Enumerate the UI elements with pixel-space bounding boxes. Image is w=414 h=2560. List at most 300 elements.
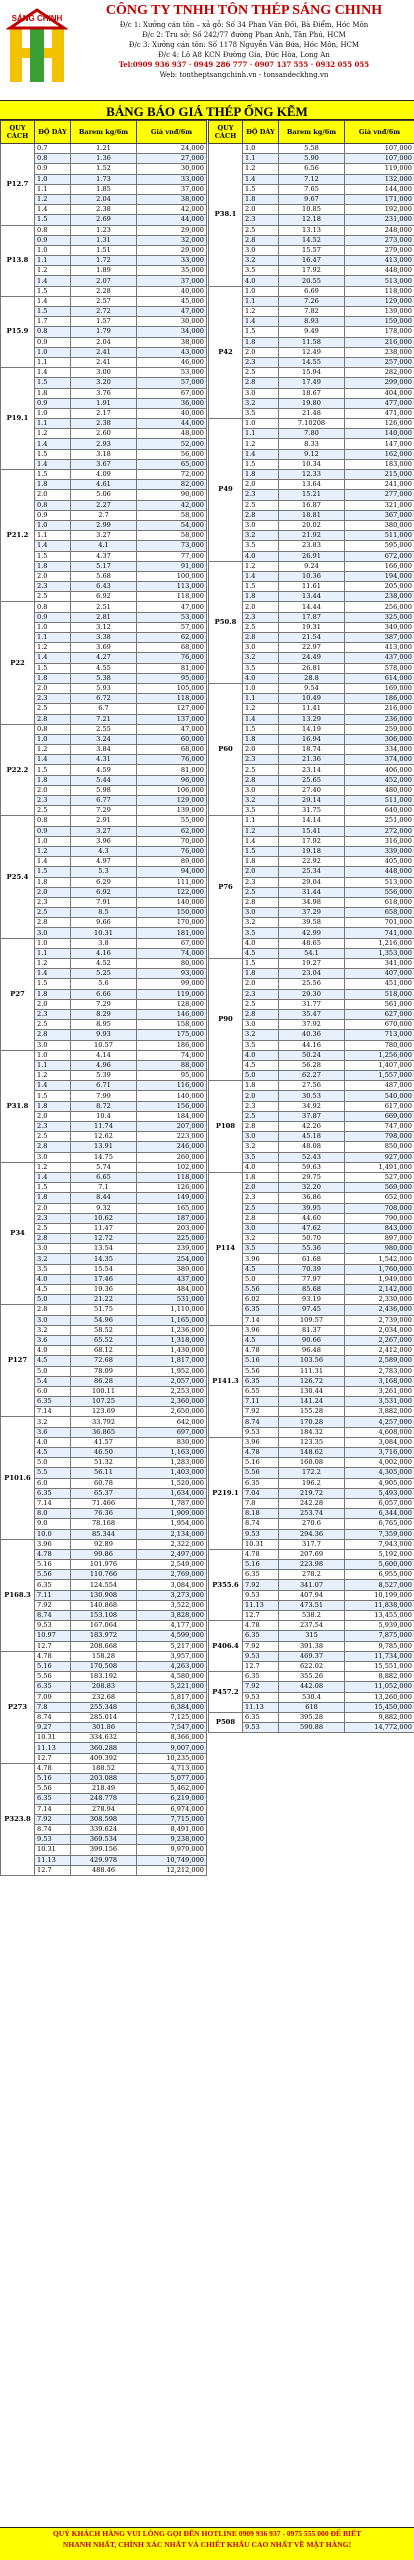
price-cell: 215,000 <box>345 470 414 480</box>
price-cell: 2,739,000 <box>345 1315 414 1325</box>
weight-cell: 45.18 <box>279 1132 345 1142</box>
thickness-cell: 10.97 <box>35 1631 71 1641</box>
thickness-cell: 1.2 <box>35 643 71 653</box>
weight-cell: 1.57 <box>71 317 137 327</box>
thickness-cell: 5.0 <box>35 1295 71 1305</box>
table-row <box>1 724 207 734</box>
price-cell: 2,783,000 <box>345 1366 414 1376</box>
weight-cell: 21.92 <box>279 531 345 541</box>
spec-cell: P60 <box>209 683 243 815</box>
weight-cell: 2.7 <box>71 510 137 520</box>
weight-cell: 65.52 <box>71 1335 137 1345</box>
price-cell: 24,000 <box>137 144 207 154</box>
thickness-cell: 1.0 <box>35 520 71 530</box>
table-row <box>1 368 207 378</box>
spec-cell: P19.1 <box>1 368 35 470</box>
weight-cell: 1.31 <box>71 235 137 245</box>
price-cell: 127,000 <box>137 704 207 714</box>
price-cell: 47,000 <box>137 307 207 317</box>
thickness-cell: 4.5 <box>35 1448 71 1458</box>
weight-cell: 19.31 <box>279 622 345 632</box>
thickness-cell: 1.5 <box>35 449 71 459</box>
price-cell: 47,000 <box>137 724 207 734</box>
weight-cell: 18.67 <box>279 388 345 398</box>
thickness-cell: 1.5 <box>35 551 71 561</box>
thickness-cell: 5.0 <box>243 1274 279 1284</box>
price-cell: 10,199,000 <box>345 1590 414 1600</box>
thickness-cell: 6.35 <box>35 1794 71 1804</box>
weight-cell: 23.14 <box>279 765 345 775</box>
weight-cell: 61.68 <box>279 1254 345 1264</box>
spec-cell: P355.6 <box>209 1549 243 1620</box>
weight-cell: 167.064 <box>71 1621 137 1631</box>
price-cell: 216,000 <box>345 704 414 714</box>
price-cell: 118,000 <box>137 1172 207 1182</box>
price-cell: 231,000 <box>345 215 414 225</box>
thickness-cell: 1.2 <box>35 194 71 204</box>
website: Web: tontheptsangchinh.vn - tonsandeckhng.vn <box>159 71 329 79</box>
price-cell: 36,000 <box>137 398 207 408</box>
price-cell: 1,520,000 <box>137 1478 207 1488</box>
weight-cell: 2.41 <box>71 357 137 367</box>
thickness-cell: 5.0 <box>243 1071 279 1081</box>
weight-cell: 29.14 <box>279 796 345 806</box>
weight-cell: 100.11 <box>71 1386 137 1396</box>
thickness-cell: 6.35 <box>243 1570 279 1580</box>
weight-cell: 10.4 <box>71 1111 137 1121</box>
thickness-cell: 2.0 <box>35 1203 71 1213</box>
weight-cell: 538.2 <box>279 1611 345 1621</box>
weight-cell: 23.04 <box>279 969 345 979</box>
weight-cell: 218.49 <box>71 1784 137 1794</box>
thickness-cell: 1.2 <box>243 704 279 714</box>
price-cell: 251,000 <box>345 816 414 826</box>
price-cell: 527,000 <box>345 1172 414 1182</box>
weight-cell: 407.94 <box>279 1590 345 1600</box>
thickness-cell: 1.8 <box>35 480 71 490</box>
price-cell: 150,000 <box>137 908 207 918</box>
thickness-cell: 1.4 <box>243 174 279 184</box>
thickness-cell: 1.5 <box>243 959 279 969</box>
weight-cell: 2.57 <box>71 296 137 306</box>
thickness-cell: 5.16 <box>243 1458 279 1468</box>
weight-cell: 22.97 <box>279 643 345 653</box>
price-cell: 3,957,000 <box>137 1651 207 1661</box>
thickness-cell: 7.8 <box>243 1498 279 1508</box>
company-name: CÔNG TY TNHH TÔN THÉP SÁNG CHINH <box>105 3 383 18</box>
thickness-cell: 4.78 <box>243 1448 279 1458</box>
price-cell: 2,134,000 <box>137 1529 207 1539</box>
price-cell: 6,974,000 <box>137 1804 207 1814</box>
thickness-cell: 1.7 <box>35 317 71 327</box>
thickness-cell: 0.8 <box>35 154 71 164</box>
thickness-cell: 1.2 <box>35 266 71 276</box>
thickness-cell: 7.11 <box>35 1590 71 1600</box>
thickness-cell: 2.0 <box>243 1183 279 1193</box>
weight-cell: 184.32 <box>279 1427 345 1437</box>
weight-cell: 442.08 <box>279 1682 345 1692</box>
thickness-cell: 1.0 <box>35 245 71 255</box>
weight-cell: 54.1 <box>279 948 345 958</box>
price-cell: 1,949,000 <box>345 1274 414 1284</box>
weight-cell: 391.38 <box>279 1641 345 1651</box>
weight-cell: 3.8 <box>71 938 137 948</box>
thickness-cell: 2.0 <box>243 480 279 490</box>
price-cell: 181,000 <box>137 928 207 938</box>
weight-cell: 33.792 <box>71 1417 137 1427</box>
thickness-cell: 3.0 <box>243 388 279 398</box>
price-cell: 2,497,000 <box>137 1549 207 1559</box>
thickness-cell: 3.2 <box>35 1254 71 1264</box>
weight-cell: 172.2 <box>279 1468 345 1478</box>
price-cell: 7,875,000 <box>345 1631 414 1641</box>
address-2: Đ/c 2: Tru sở: Số 242/77 đường Phan Anh, Tân Phú, HCM <box>142 31 346 39</box>
thickness-cell: 1.4 <box>35 969 71 979</box>
price-cell: 10,235,000 <box>137 1753 207 1763</box>
weight-cell: 7.12 <box>279 174 345 184</box>
weight-cell: 15.94 <box>279 368 345 378</box>
price-cell: 80,000 <box>137 959 207 969</box>
thickness-cell: 1.2 <box>243 164 279 174</box>
thickness-cell: 2.0 <box>35 490 71 500</box>
price-cell: 5,817,000 <box>137 1692 207 1702</box>
weight-cell: 27.40 <box>279 785 345 795</box>
weight-cell: 21.36 <box>279 755 345 765</box>
price-cell: 316,000 <box>345 836 414 846</box>
thickness-cell: 6.35 <box>243 1376 279 1386</box>
spec-cell: P42 <box>209 286 243 418</box>
spec-cell: P141.3 <box>209 1325 243 1437</box>
price-cell: 105,000 <box>137 683 207 693</box>
weight-cell: 7.29 <box>71 999 137 1009</box>
price-cell: 6,384,000 <box>137 1702 207 1712</box>
thickness-cell: 1.4 <box>35 205 71 215</box>
thickness-cell: 3.6 <box>35 1427 71 1437</box>
thickness-cell: 2.0 <box>243 347 279 357</box>
weight-cell: 4.96 <box>71 1060 137 1070</box>
spec-cell: P31.8 <box>1 1050 35 1162</box>
thickness-cell: 1.8 <box>243 857 279 867</box>
thickness-cell: 1.4 <box>35 296 71 306</box>
price-cell: 3,882,000 <box>345 1407 414 1417</box>
weight-cell: 34.98 <box>279 897 345 907</box>
price-cell: 843,000 <box>345 1223 414 1233</box>
weight-cell: 2.38 <box>71 419 137 429</box>
price-cell: 67,000 <box>137 388 207 398</box>
price-cell: 9,785,000 <box>345 1641 414 1651</box>
thickness-cell: 6.0 <box>35 1386 71 1396</box>
table-row <box>209 1621 414 1631</box>
weight-cell: 488.46 <box>71 1865 137 1875</box>
thickness-cell: 1.8 <box>35 1101 71 1111</box>
thickness-cell: 2.8 <box>35 714 71 724</box>
price-cell: 471,000 <box>345 408 414 418</box>
thickness-cell: 2.8 <box>35 918 71 928</box>
weight-cell: 5.74 <box>71 1162 137 1172</box>
thickness-cell: 3.2 <box>243 531 279 541</box>
weight-cell: 2.99 <box>71 520 137 530</box>
weight-cell: 2.60 <box>71 429 137 439</box>
price-cell: 175,000 <box>137 1030 207 1040</box>
title-banner <box>0 100 414 120</box>
weight-cell: 126.72 <box>279 1376 345 1386</box>
price-cell: 33,000 <box>137 256 207 266</box>
thickness-cell: 2.3 <box>243 1193 279 1203</box>
thickness-cell: 7.8 <box>35 1702 71 1712</box>
weight-cell: 2.07 <box>71 276 137 286</box>
price-cell: 248,000 <box>345 225 414 235</box>
company-logo <box>6 4 68 88</box>
weight-cell: 2.41 <box>71 347 137 357</box>
price-cell: 4,177,000 <box>137 1621 207 1631</box>
thickness-cell: 5.16 <box>243 1356 279 1366</box>
thickness-cell: 3.2 <box>243 256 279 266</box>
thickness-cell: 1.1 <box>35 531 71 541</box>
price-cell: 239,000 <box>137 1244 207 1254</box>
thickness-cell: 2.8 <box>35 1142 71 1152</box>
weight-cell: 270.6 <box>279 1519 345 1529</box>
thickness-cell: 5.16 <box>243 1560 279 1570</box>
price-cell: 672,000 <box>345 551 414 561</box>
weight-cell: 10.31 <box>71 928 137 938</box>
price-cell: 27,000 <box>137 154 207 164</box>
thickness-cell: 3.2 <box>243 796 279 806</box>
thickness-cell: 1.1 <box>243 154 279 164</box>
price-cell: 5,217,000 <box>137 1641 207 1651</box>
price-cell: 156,000 <box>137 1101 207 1111</box>
weight-cell: 29.30 <box>279 989 345 999</box>
thickness-cell: 4.78 <box>243 1346 279 1356</box>
price-cell: 53,000 <box>137 368 207 378</box>
table-row <box>209 683 414 693</box>
thickness-cell: 2.8 <box>35 1305 71 1315</box>
weight-cell: 6.77 <box>71 796 137 806</box>
thickness-cell: 1.5 <box>243 846 279 856</box>
price-cell: 1,110,000 <box>137 1305 207 1315</box>
svg-text:SÁNG CHINH: SÁNG CHINH <box>11 14 63 23</box>
weight-cell: 10.36 <box>279 571 345 581</box>
thickness-cell: 5.16 <box>35 1560 71 1570</box>
thickness-cell: 1.5 <box>35 286 71 296</box>
weight-cell: 17.92 <box>279 836 345 846</box>
table-row <box>1 225 207 235</box>
weight-cell: 170.508 <box>71 1661 137 1671</box>
thickness-cell: 2.5 <box>243 999 279 1009</box>
weight-cell: 1.23 <box>71 225 137 235</box>
weight-cell: 9.12 <box>279 449 345 459</box>
spec-cell: P38.1 <box>209 144 243 287</box>
thickness-cell: 1.0 <box>35 622 71 632</box>
thickness-cell: 0.8 <box>35 602 71 612</box>
thickness-cell: 2.8 <box>243 1009 279 1019</box>
thickness-cell: 6.35 <box>35 1682 71 1692</box>
weight-cell: 32.20 <box>279 1183 345 1193</box>
thickness-cell: 1.1 <box>35 1060 71 1070</box>
price-cell: 74,000 <box>137 948 207 958</box>
thickness-cell: 1.8 <box>35 388 71 398</box>
weight-cell: 15.57 <box>279 245 345 255</box>
thickness-cell: 2.8 <box>243 775 279 785</box>
weight-cell: 109.57 <box>279 1315 345 1325</box>
weight-cell: 19.36 <box>71 1285 137 1295</box>
price-cell: 113,000 <box>137 582 207 592</box>
price-cell: 58,000 <box>137 510 207 520</box>
weight-cell: 93.19 <box>279 1295 345 1305</box>
weight-cell: 13.54 <box>71 1244 137 1254</box>
weight-cell: 3.96 <box>71 836 137 846</box>
thickness-cell: 6.35 <box>243 1712 279 1722</box>
thickness-cell: 10.31 <box>243 1539 279 1549</box>
table-row <box>209 1172 414 1182</box>
spec-cell: P90 <box>209 959 243 1081</box>
thickness-cell: 6.35 <box>243 1478 279 1488</box>
price-cell: 129,000 <box>345 296 414 306</box>
price-cell: 223,000 <box>137 1132 207 1142</box>
price-cell: 37,000 <box>137 276 207 286</box>
price-cell: 341,000 <box>345 959 414 969</box>
weight-cell: 68.12 <box>71 1346 137 1356</box>
weight-cell: 530.4 <box>279 1692 345 1702</box>
price-cell: 741,000 <box>345 928 414 938</box>
price-cell: 53,000 <box>137 612 207 622</box>
price-cell: 93,000 <box>137 969 207 979</box>
weight-cell: 26.81 <box>279 663 345 673</box>
thickness-cell: 0.9 <box>35 235 71 245</box>
thickness-cell: 2.3 <box>243 755 279 765</box>
thickness-cell: 2.8 <box>243 510 279 520</box>
thickness-cell: 2.8 <box>35 1234 71 1244</box>
price-cell: 1,952,000 <box>137 1366 207 1376</box>
address-4: Đ/c 4: Lô A8 KCN Đường Gia, Đức Hòa, Long An <box>158 51 330 59</box>
thickness-cell: 12.7 <box>243 1661 279 1671</box>
price-cell: 299,000 <box>345 378 414 388</box>
thickness-cell: 1.4 <box>35 541 71 551</box>
weight-cell: 5.06 <box>71 490 137 500</box>
price-cell: 5,493,000 <box>345 1488 414 1498</box>
price-cell: 122,000 <box>137 887 207 897</box>
price-cell: 47,000 <box>137 602 207 612</box>
weight-cell: 30.53 <box>279 1091 345 1101</box>
thickness-cell: 1.0 <box>35 938 71 948</box>
price-cell: 6,057,000 <box>345 1498 414 1508</box>
weight-cell: 11.58 <box>279 337 345 347</box>
thickness-cell: 3.6 <box>35 1335 71 1345</box>
thickness-cell: 1.0 <box>243 286 279 296</box>
thickness-cell: 1.1 <box>35 184 71 194</box>
phone-numbers: Tel:0909 936 937 · 0949 286 777 · 0907 137 555 · 0932 055 055 <box>118 60 370 69</box>
price-cell: 257,000 <box>345 357 414 367</box>
weight-cell: 85.68 <box>279 1285 345 1295</box>
thickness-cell: 1.4 <box>35 1172 71 1182</box>
price-cell: 192,000 <box>345 205 414 215</box>
thickness-cell: 1.4 <box>35 857 71 867</box>
weight-cell: 2.93 <box>71 439 137 449</box>
thickness-cell: 9.53 <box>243 1427 279 1437</box>
thickness-cell: 5.56 <box>243 1468 279 1478</box>
weight-cell: 4.61 <box>71 480 137 490</box>
thickness-cell: 9.53 <box>243 1590 279 1600</box>
thickness-cell: 8.74 <box>243 1417 279 1427</box>
weight-cell: 14.35 <box>71 1254 137 1264</box>
price-cell: 2,412,000 <box>345 1346 414 1356</box>
table-row <box>209 1712 414 1722</box>
weight-cell: 355.26 <box>279 1672 345 1682</box>
thickness-cell: 1.5 <box>243 327 279 337</box>
price-cell: 81,000 <box>137 663 207 673</box>
weight-cell: 25.65 <box>279 775 345 785</box>
price-cell: 2,650,000 <box>137 1407 207 1417</box>
weight-cell: 130.908 <box>71 1590 137 1600</box>
price-cell: 126,000 <box>137 1183 207 1193</box>
thickness-cell: 1.5 <box>35 1091 71 1101</box>
price-cell: 146,000 <box>137 1009 207 1019</box>
price-cell: 5,077,000 <box>137 1774 207 1784</box>
thickness-cell: 2.3 <box>35 1213 71 1223</box>
weight-cell: 6.66 <box>71 989 137 999</box>
thickness-cell: 1.8 <box>35 561 71 571</box>
price-cell: 1,760,000 <box>345 1264 414 1274</box>
weight-cell: 590.88 <box>279 1723 345 1733</box>
thickness-cell: 7.14 <box>243 1315 279 1325</box>
price-cell: 55,000 <box>137 816 207 826</box>
thickness-cell: 1.5 <box>243 184 279 194</box>
price-cell: 569,000 <box>345 1183 414 1193</box>
weight-cell: 5.90 <box>279 154 345 164</box>
weight-cell: 12.18 <box>279 215 345 225</box>
price-cell: 2,057,000 <box>137 1376 207 1386</box>
weight-cell: 77.97 <box>279 1274 345 1284</box>
thickness-cell: 2.0 <box>35 999 71 1009</box>
thickness-cell: 1.4 <box>35 1081 71 1091</box>
thickness-cell: 2.5 <box>243 1203 279 1213</box>
thickness-cell: 2.3 <box>35 1122 71 1132</box>
weight-cell: 1.51 <box>71 245 137 255</box>
price-cell: 4,905,000 <box>345 1478 414 1488</box>
price-cell: 7,943,000 <box>345 1539 414 1549</box>
price-cell: 238,000 <box>345 592 414 602</box>
price-cell: 10,749,000 <box>137 1855 207 1865</box>
price-cell: 38,000 <box>137 337 207 347</box>
price-cell: 207,000 <box>137 1122 207 1132</box>
weight-cell: 19.18 <box>279 846 345 856</box>
spec-cell: P13.8 <box>1 225 35 296</box>
thickness-cell: 8.74 <box>35 1824 71 1834</box>
price-cell: 162,000 <box>345 449 414 459</box>
price-cell: 1,634,000 <box>137 1488 207 1498</box>
price-cell: 186,000 <box>137 1040 207 1050</box>
price-cell: 531,000 <box>137 1295 207 1305</box>
weight-cell: 15.21 <box>279 490 345 500</box>
price-cell: 60,000 <box>137 734 207 744</box>
weight-cell: 5.98 <box>71 785 137 795</box>
weight-cell: 54.96 <box>71 1315 137 1325</box>
weight-cell: 29.75 <box>279 1172 345 1182</box>
thickness-cell: 1.4 <box>35 755 71 765</box>
header-quy-cach: QUY CÁCH <box>209 121 243 144</box>
weight-cell: 16.47 <box>279 256 345 266</box>
thickness-cell: 3.0 <box>243 245 279 255</box>
weight-cell: 10.34 <box>279 459 345 469</box>
thickness-cell: 6.35 <box>35 1397 71 1407</box>
thickness-cell: 7.92 <box>243 1407 279 1417</box>
price-cell: 12,212,000 <box>137 1865 207 1875</box>
thickness-cell: 0.9 <box>35 826 71 836</box>
weight-cell: 9.66 <box>71 918 137 928</box>
price-cell: 102,000 <box>137 1162 207 1172</box>
thickness-cell: 2.5 <box>35 1223 71 1233</box>
price-table-left <box>0 120 207 1876</box>
table-row <box>209 1325 414 1335</box>
